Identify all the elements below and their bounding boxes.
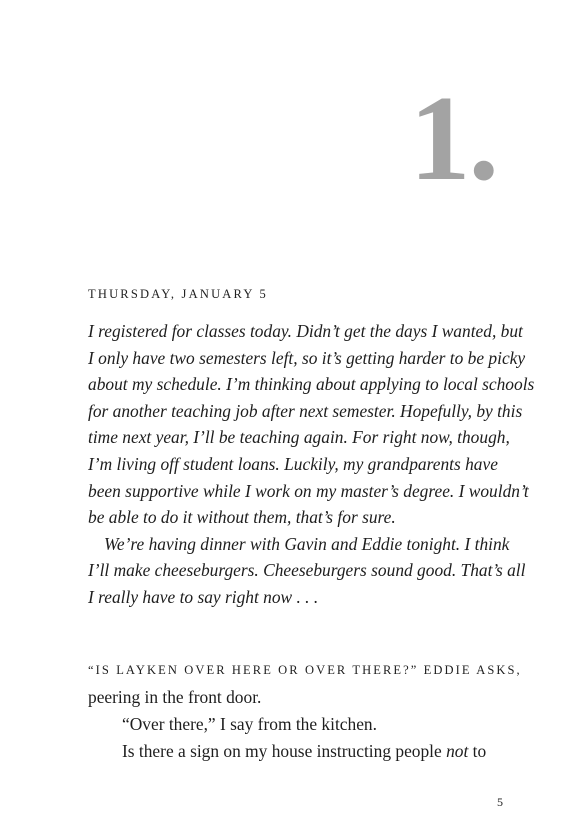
journal-date-heading: THURSDAY, JANUARY 5 [88,287,268,301]
narrative-body [88,657,522,765]
page-number: 5 [497,795,503,809]
chapter-number: 1. [409,71,497,206]
journal-line: be able to do it without them, that’s for sure. [88,507,396,528]
narrative-line [88,738,508,765]
narrative-text: Is there a sign on my house instructing people [122,741,447,761]
journal-line: I really have to say right now . . . [88,586,319,607]
journal-entry [88,318,535,611]
emphasis-text: not [446,741,469,761]
journal-line: I only have two semesters left, so it’s getting harder to be picky [88,347,526,368]
journal-line: I registered for classes today. Didn’t get the days I wanted, but [88,321,523,341]
journal-line: We’re having dinner with Gavin and Eddie tonight. I think [104,533,510,554]
journal-line: about my schedule. I’m thinking about applying to local schools [88,374,535,395]
narrative-lead-line: “IS LAYKEN OVER HERE OR OVER THERE?” EDDIE ASKS, [88,663,522,677]
journal-line: I’m living off student loans. Luckily, my grandparents have [88,453,498,474]
journal-line: I’ll make cheeseburgers. Cheeseburgers sound good. That’s all [88,560,526,581]
narrative-line: peering in the front door. [88,687,262,707]
journal-line: time next year, I’ll be teaching again. For right now, though, [88,427,510,448]
journal-line: been supportive while I work on my master’s degree. I wouldn’t [88,480,529,501]
narrative-line: “Over there,” I say from the kitchen. [122,714,377,734]
journal-line: for another teaching job after next semester. Hopefully, by this [88,400,523,421]
narrative-text: to [468,741,487,761]
